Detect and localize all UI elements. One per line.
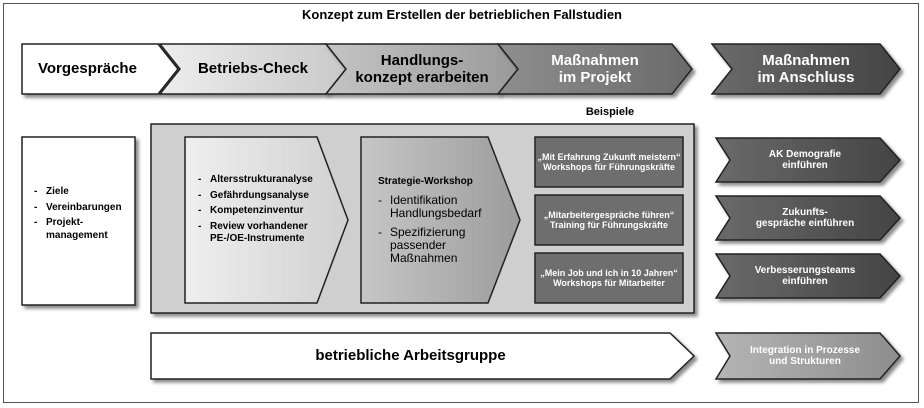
arbeitsgruppe-label: betriebliche Arbeitsgruppe: [315, 347, 506, 365]
phase-2-label: Betriebs-Check: [197, 60, 309, 78]
list-item: - Review vorhandener PE-/OE-Instrumente: [198, 221, 338, 246]
followup-label-3: Verbesserungsteams einführen: [754, 264, 856, 287]
check-list: [198, 174, 338, 249]
vorgespraeche-list: [34, 186, 132, 245]
phase-1-label: Vorgespräche: [38, 60, 137, 78]
beispiele-label: Beispiele: [585, 105, 635, 118]
list-item: - Identifikation Handlungsbedarf: [378, 194, 508, 220]
list-item: - Ziele: [34, 186, 132, 199]
list-item: - Kompetenzinventur: [198, 205, 338, 218]
phase-5-label: Maßnahmen im Anschluss: [757, 51, 855, 86]
integration-label: Integration in Prozesse und Strukturen: [749, 344, 861, 367]
workshop-title: Strategie-Workshop: [378, 176, 473, 187]
followup-label-1: AK Demografie einführen: [768, 148, 842, 171]
example-label-1: „Mit Erfahrung Zukunft meistern“ Workshops für Führungskräfte: [537, 151, 681, 172]
followup-label-2: Zukunfts- gespräche einführen: [755, 206, 855, 229]
workshop-content: [378, 176, 508, 268]
list-item: - Projekt- management: [34, 217, 132, 242]
example-label-3: „Mein Job und ich in 10 Jahren“ Workshops für Mitarbeiter: [540, 267, 678, 288]
phase-3-label: Handlungs- konzept erarbeiten: [355, 51, 489, 86]
list-item: - Altersstrukturanalyse: [198, 174, 338, 187]
list-item: - Spezifizierung passender Maßnahmen: [378, 226, 508, 266]
list-item: - Vereinbarungen: [34, 202, 132, 215]
phase-4-label: Maßnahmen im Projekt: [551, 51, 639, 86]
list-item: - Gefährdungsanalyse: [198, 190, 338, 203]
example-label-2: „Mitarbeitergespräche führen“ Training für Führungskräfte: [543, 209, 675, 230]
diagram-title: Konzept zum Erstellen der betrieblichen Fallstudien: [302, 7, 622, 22]
